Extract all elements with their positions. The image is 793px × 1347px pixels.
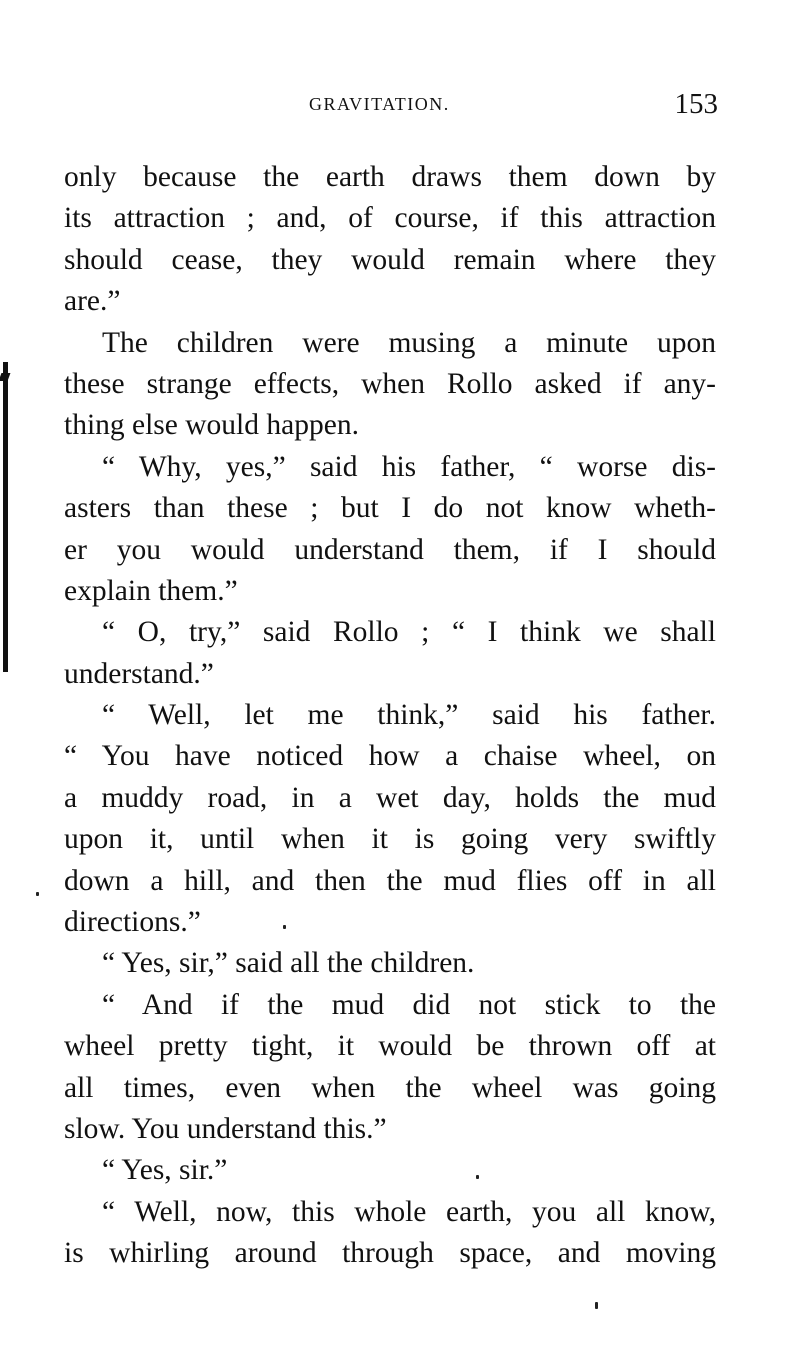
body-text [64,157,716,1275]
text-line: down a hill, and then the mud flies off in all [64,864,716,897]
text-line: only because the earth draws them down by [64,161,716,193]
text-line: “ Yes, sir,” said all the children. [102,947,475,980]
page-number: 153 [674,88,718,120]
text-line: “ Well, let me think,” said his father. [102,699,716,732]
speck [595,1302,598,1309]
text-line: all times, even when the wheel was going [64,1071,716,1104]
speck [476,1175,479,1179]
text-line: slow. You understand this.” [64,1112,387,1145]
text-line: a muddy road, in a wet day, holds the mud [64,781,716,814]
text-line: The children were musing a minute upon [102,326,716,359]
running-head: GRAVITATION. [309,94,450,114]
text-line: upon it, until when it is going very swiftly [64,823,716,856]
text-line: should cease, they would remain where they [64,243,716,276]
text-line: er you would understand them, if I should [64,533,716,566]
speck [36,892,39,896]
text-line: explain them.” [64,574,238,607]
text-line: “ And if the mud did not stick to the [102,988,716,1021]
text-line: directions.” [64,906,201,939]
text-line: wheel pretty tight, it would be thrown off at [64,1030,716,1063]
text-line: are.” [64,285,121,318]
text-line: these strange effects, when Rollo asked if any- [64,367,716,400]
margin-bar [3,362,8,672]
text-line: “ O, try,” said Rollo ; “ I think we shall [102,616,716,649]
text-line: is whirling around through space, and moving [64,1237,716,1270]
page-header [64,88,718,124]
speck [283,925,286,929]
text-line: asters than these ; but I do not know wheth- [64,492,716,525]
text-line: its attraction ; and, of course, if this attraction [64,202,716,235]
text-line: “ Yes, sir.” [102,1154,228,1187]
text-line: understand.” [64,657,214,690]
text-line: thing else would happen. [64,409,359,442]
text-line: “ Why, yes,” said his father, “ worse dis- [102,450,716,483]
text-line: “ You have noticed how a chaise wheel, on [64,740,716,773]
text-line: “ Well, now, this whole earth, you all know, [102,1195,716,1228]
